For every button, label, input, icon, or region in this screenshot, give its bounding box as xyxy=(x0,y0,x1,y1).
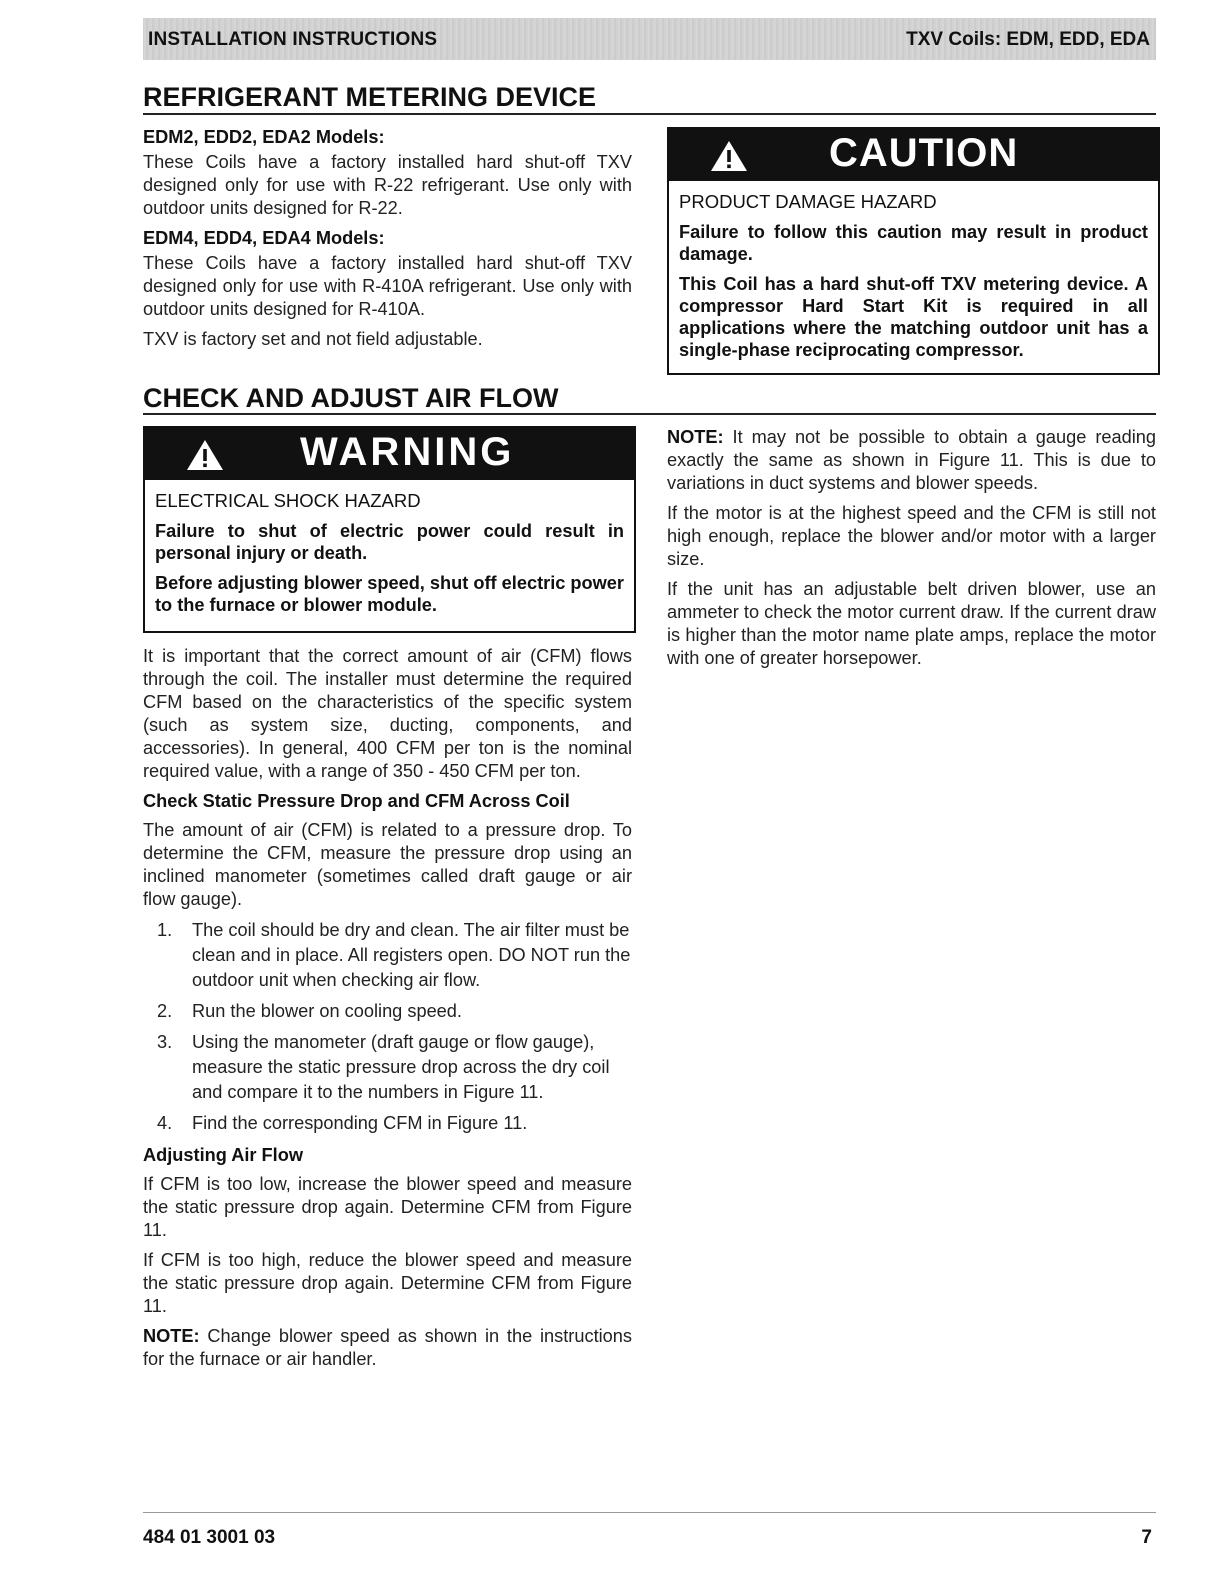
section-rule xyxy=(143,413,1156,415)
section-rule xyxy=(143,113,1156,115)
caution-box xyxy=(667,127,1160,375)
air-flow-intro: It is important that the correct amount of air (CFM) flows through the coil. The installer must determine the required CFM based on the characteristics of the specific system (such as system size, ducting, components, and accessories). In general, 400 CFM per ton is the nominal required value, with a range of 350 - 450 CFM per ton. xyxy=(143,646,632,781)
warning-text-2: Before adjusting blower speed, shut off electric power to the furnace or blower module. xyxy=(155,573,624,615)
step-item: 2. Run the blower on cooling speed. xyxy=(157,1001,462,1021)
adjust-high-text: If CFM is too high, reduce the blower speed and measure the static pressure drop again. Determine CFM from Figure 11. xyxy=(143,1250,632,1316)
metering-left-column xyxy=(143,126,632,358)
footer-rule xyxy=(143,1512,1156,1513)
air-flow-left-column xyxy=(143,645,632,1378)
section-title-metering: REFRIGERANT METERING DEVICE xyxy=(143,82,597,112)
air-flow-right-column xyxy=(667,426,1156,677)
sub-heading-r410a-models: EDM4, EDD4, EDA4 Models: xyxy=(143,228,385,248)
step-item: 3. Using the manometer (draft gauge or flow gauge), measure the static pressure drop across the dry coil and compare it to the numbers in Figure 11. xyxy=(157,1032,610,1102)
static-pressure-text: The amount of air (CFM) is related to a pressure drop. To determine the CFM, measure the pressure drop using an inclined manometer (sometimes called draft gauge or air flow gauge). xyxy=(143,820,632,909)
caution-text-1: Failure to follow this caution may result in product damage. xyxy=(679,222,1148,264)
warning-triangle-icon xyxy=(709,139,749,173)
header-left-title: INSTALLATION INSTRUCTIONS xyxy=(148,29,438,50)
step-item: 1. The coil should be dry and clean. The air filter must be clean and in place. All registers open. DO NOT run the outdoor unit when checking air flow. xyxy=(157,920,631,990)
section-title-air-flow: CHECK AND ADJUST AIR FLOW xyxy=(143,383,559,413)
caution-body xyxy=(669,181,1158,375)
note-label: NOTE: xyxy=(667,427,724,447)
caution-text-2: This Coil has a hard shut-off TXV metering device. A compressor Hard Start Kit is required in all applications where the matching outdoor unit has a single-phase reciprocating compressor. xyxy=(679,274,1148,360)
blower-speed-note: NOTE: Change blower speed as shown in the instructions for the furnace or air handler. xyxy=(143,1326,632,1369)
header-bar xyxy=(143,18,1156,60)
sub-heading-r22-models: EDM2, EDD2, EDA2 Models: xyxy=(143,127,385,147)
note-label: NOTE: xyxy=(143,1326,200,1346)
procedure-steps xyxy=(143,918,632,1136)
belt-driven-text: If the unit has an adjustable belt driven blower, use an ammeter to check the motor current draw. If the current draw is higher than the motor name plate amps, replace the motor with one of greater horsepower. xyxy=(667,579,1156,668)
warning-box xyxy=(143,426,636,633)
warning-text-1: Failure to shut of electric power could result in personal injury or death. xyxy=(155,521,624,563)
header-right-title: TXV Coils: EDM, EDD, EDA xyxy=(906,29,1150,50)
r410a-models-text: These Coils have a factory installed hard shut-off TXV designed only for use with R-410A refrigerant. Use only with outdoor units designed for R-410A. xyxy=(143,253,632,319)
r22-models-text: These Coils have a factory installed hard shut-off TXV designed only for use with R-22 refrigerant. Use only with outdoor units designed for R-22. xyxy=(143,152,632,218)
warning-word: WARNING xyxy=(300,430,515,474)
warning-hazard-title: ELECTRICAL SHOCK HAZARD xyxy=(155,490,421,511)
adjusting-air-flow-heading: Adjusting Air Flow xyxy=(143,1145,303,1165)
warning-body xyxy=(145,480,634,630)
warning-triangle-icon xyxy=(185,438,225,472)
txv-note: TXV is factory set and not field adjustable. xyxy=(143,329,483,349)
warning-header xyxy=(145,428,634,480)
motor-speed-text: If the motor is at the highest speed and the CFM is still not high enough, replace the blower and/or motor with a larger size. xyxy=(667,503,1156,569)
footer-page-number: 7 xyxy=(1141,1527,1152,1548)
footer-part-number: 484 01 3001 03 xyxy=(143,1527,276,1548)
static-pressure-heading: Check Static Pressure Drop and CFM Across Coil xyxy=(143,791,570,811)
caution-word: CAUTION xyxy=(829,131,1019,175)
adjust-low-text: If CFM is too low, increase the blower speed and measure the static pressure drop again. Determine CFM from Figure 11. xyxy=(143,1174,632,1240)
gauge-reading-note: NOTE: It may not be possible to obtain a gauge reading exactly the same as shown in Figure 11. This is due to variations in duct systems and blower speeds. xyxy=(667,427,1156,493)
caution-hazard-title: PRODUCT DAMAGE HAZARD xyxy=(679,191,937,212)
caution-header xyxy=(669,129,1158,181)
step-item: 4. Find the corresponding CFM in Figure 11. xyxy=(157,1113,528,1133)
